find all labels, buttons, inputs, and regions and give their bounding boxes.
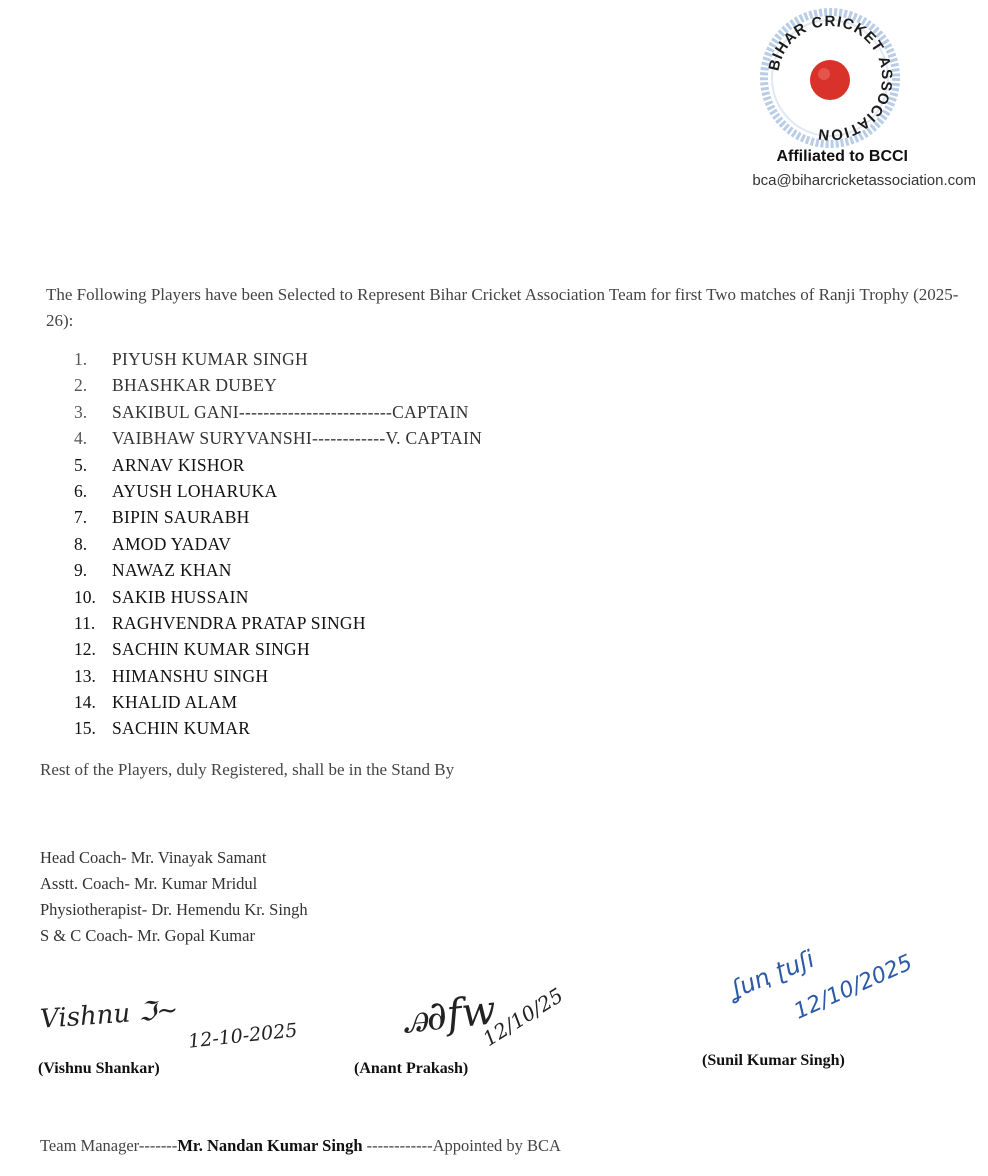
player-name: PIYUSH KUMAR SINGH bbox=[112, 349, 308, 369]
affiliation-text: Affiliated to BCCI bbox=[776, 148, 908, 165]
support-staff bbox=[40, 845, 308, 949]
player-item bbox=[74, 636, 482, 662]
player-list bbox=[74, 346, 482, 742]
signatory-anant-prakash: (Anant Prakash) bbox=[354, 1060, 469, 1077]
signatory-sunil-kumar-singh: (Sunil Kumar Singh) bbox=[702, 1052, 845, 1069]
player-name: AMOD YADAV bbox=[112, 533, 232, 554]
player-item bbox=[74, 531, 482, 557]
signature-date-anant: 12/10/25 bbox=[478, 983, 568, 1051]
player-number: 14. bbox=[74, 692, 96, 713]
player-number: 10. bbox=[74, 586, 96, 607]
player-item bbox=[74, 584, 482, 610]
player-item bbox=[74, 557, 482, 583]
manager-name: Mr. Nandan Kumar Singh bbox=[177, 1136, 363, 1155]
player-number: 6. bbox=[74, 480, 88, 501]
standby-note: Rest of the Players, duly Registered, shall be in the Stand By bbox=[40, 760, 455, 779]
player-item bbox=[74, 399, 482, 425]
player-item bbox=[74, 715, 482, 741]
staff-sc-coach: S & C Coach- Mr. Gopal Kumar bbox=[40, 926, 255, 945]
player-item bbox=[74, 346, 482, 372]
staff-physiotherapist: Physiotherapist- Dr. Hemendu Kr. Singh bbox=[40, 900, 308, 919]
player-number: 7. bbox=[74, 507, 88, 528]
player-number: 12. bbox=[74, 639, 96, 660]
player-role: -------------------------CAPTAIN bbox=[238, 401, 469, 422]
player-name: SACHIN KUMAR bbox=[112, 718, 251, 739]
player-item bbox=[74, 372, 482, 398]
player-item bbox=[74, 504, 482, 530]
player-number: 5. bbox=[74, 454, 88, 475]
player-name: KHALID ALAM bbox=[112, 692, 238, 713]
staff-head-coach: Head Coach- Mr. Vinayak Samant bbox=[40, 848, 267, 867]
player-name: SAKIB HUSSAIN bbox=[112, 586, 249, 607]
player-item bbox=[74, 452, 482, 478]
player-number: 9. bbox=[74, 560, 88, 581]
player-number: 13. bbox=[74, 665, 96, 686]
player-role: ------------V. CAPTAIN bbox=[311, 428, 483, 449]
player-item bbox=[74, 689, 482, 715]
player-number: 3. bbox=[74, 401, 88, 422]
signature-date-sunil: 12/10/2025 bbox=[790, 950, 917, 1025]
player-item bbox=[74, 425, 482, 451]
manager-suffix: ------------Appointed by BCA bbox=[362, 1136, 561, 1155]
player-number: 15. bbox=[74, 718, 96, 739]
bca-logo bbox=[760, 8, 900, 148]
player-number: 11. bbox=[74, 612, 96, 633]
player-number: 4. bbox=[74, 428, 88, 449]
player-name: NAWAZ KHAN bbox=[112, 560, 232, 581]
player-item bbox=[74, 663, 482, 689]
player-name: BHASHKAR DUBEY bbox=[112, 375, 278, 396]
signature-anant: ꭿ∂fw bbox=[399, 987, 499, 1043]
player-name: SAKIBUL GANI bbox=[112, 401, 239, 422]
player-name: VAIBHAW SURYVANSHI bbox=[112, 428, 312, 449]
player-item bbox=[74, 478, 482, 504]
player-name: ARNAV KISHOR bbox=[112, 454, 245, 475]
player-number: 1. bbox=[74, 349, 88, 369]
player-name: BIPIN SAURABH bbox=[112, 507, 250, 528]
logo-text: BIHAR CRICKET ASSOCIATION bbox=[765, 12, 896, 144]
selection-intro: The Following Players have been Selected to Represent Bihar Cricket Association Team for first Two matches of Ranji Trophy (2025-26): bbox=[46, 285, 959, 330]
signatory-vishnu-shankar: (Vishnu Shankar) bbox=[38, 1060, 160, 1077]
bca-seal-icon bbox=[760, 8, 900, 148]
staff-assistant-coach: Asstt. Coach- Mr. Kumar Mridul bbox=[40, 874, 258, 893]
signature-date-vishnu: 12-10-2025 bbox=[187, 1019, 299, 1053]
player-name: SACHIN KUMAR SINGH bbox=[112, 639, 310, 660]
player-item bbox=[74, 610, 482, 636]
player-name: RAGHVENDRA PRATAP SINGH bbox=[112, 612, 366, 633]
team-manager-line bbox=[40, 1136, 561, 1156]
player-name: AYUSH LOHARUKA bbox=[112, 480, 278, 501]
player-number: 8. bbox=[74, 533, 88, 554]
signature-sunil: ʆuꞑ ʈuʃi bbox=[727, 944, 819, 1004]
email-address: bca@biharcricketassociation.com bbox=[752, 172, 976, 189]
signature-vishnu: Vishnu ℑ~ bbox=[39, 995, 180, 1035]
player-name: HIMANSHU SINGH bbox=[112, 665, 269, 686]
player-number: 2. bbox=[74, 375, 88, 396]
manager-prefix: Team Manager------- bbox=[40, 1136, 178, 1155]
